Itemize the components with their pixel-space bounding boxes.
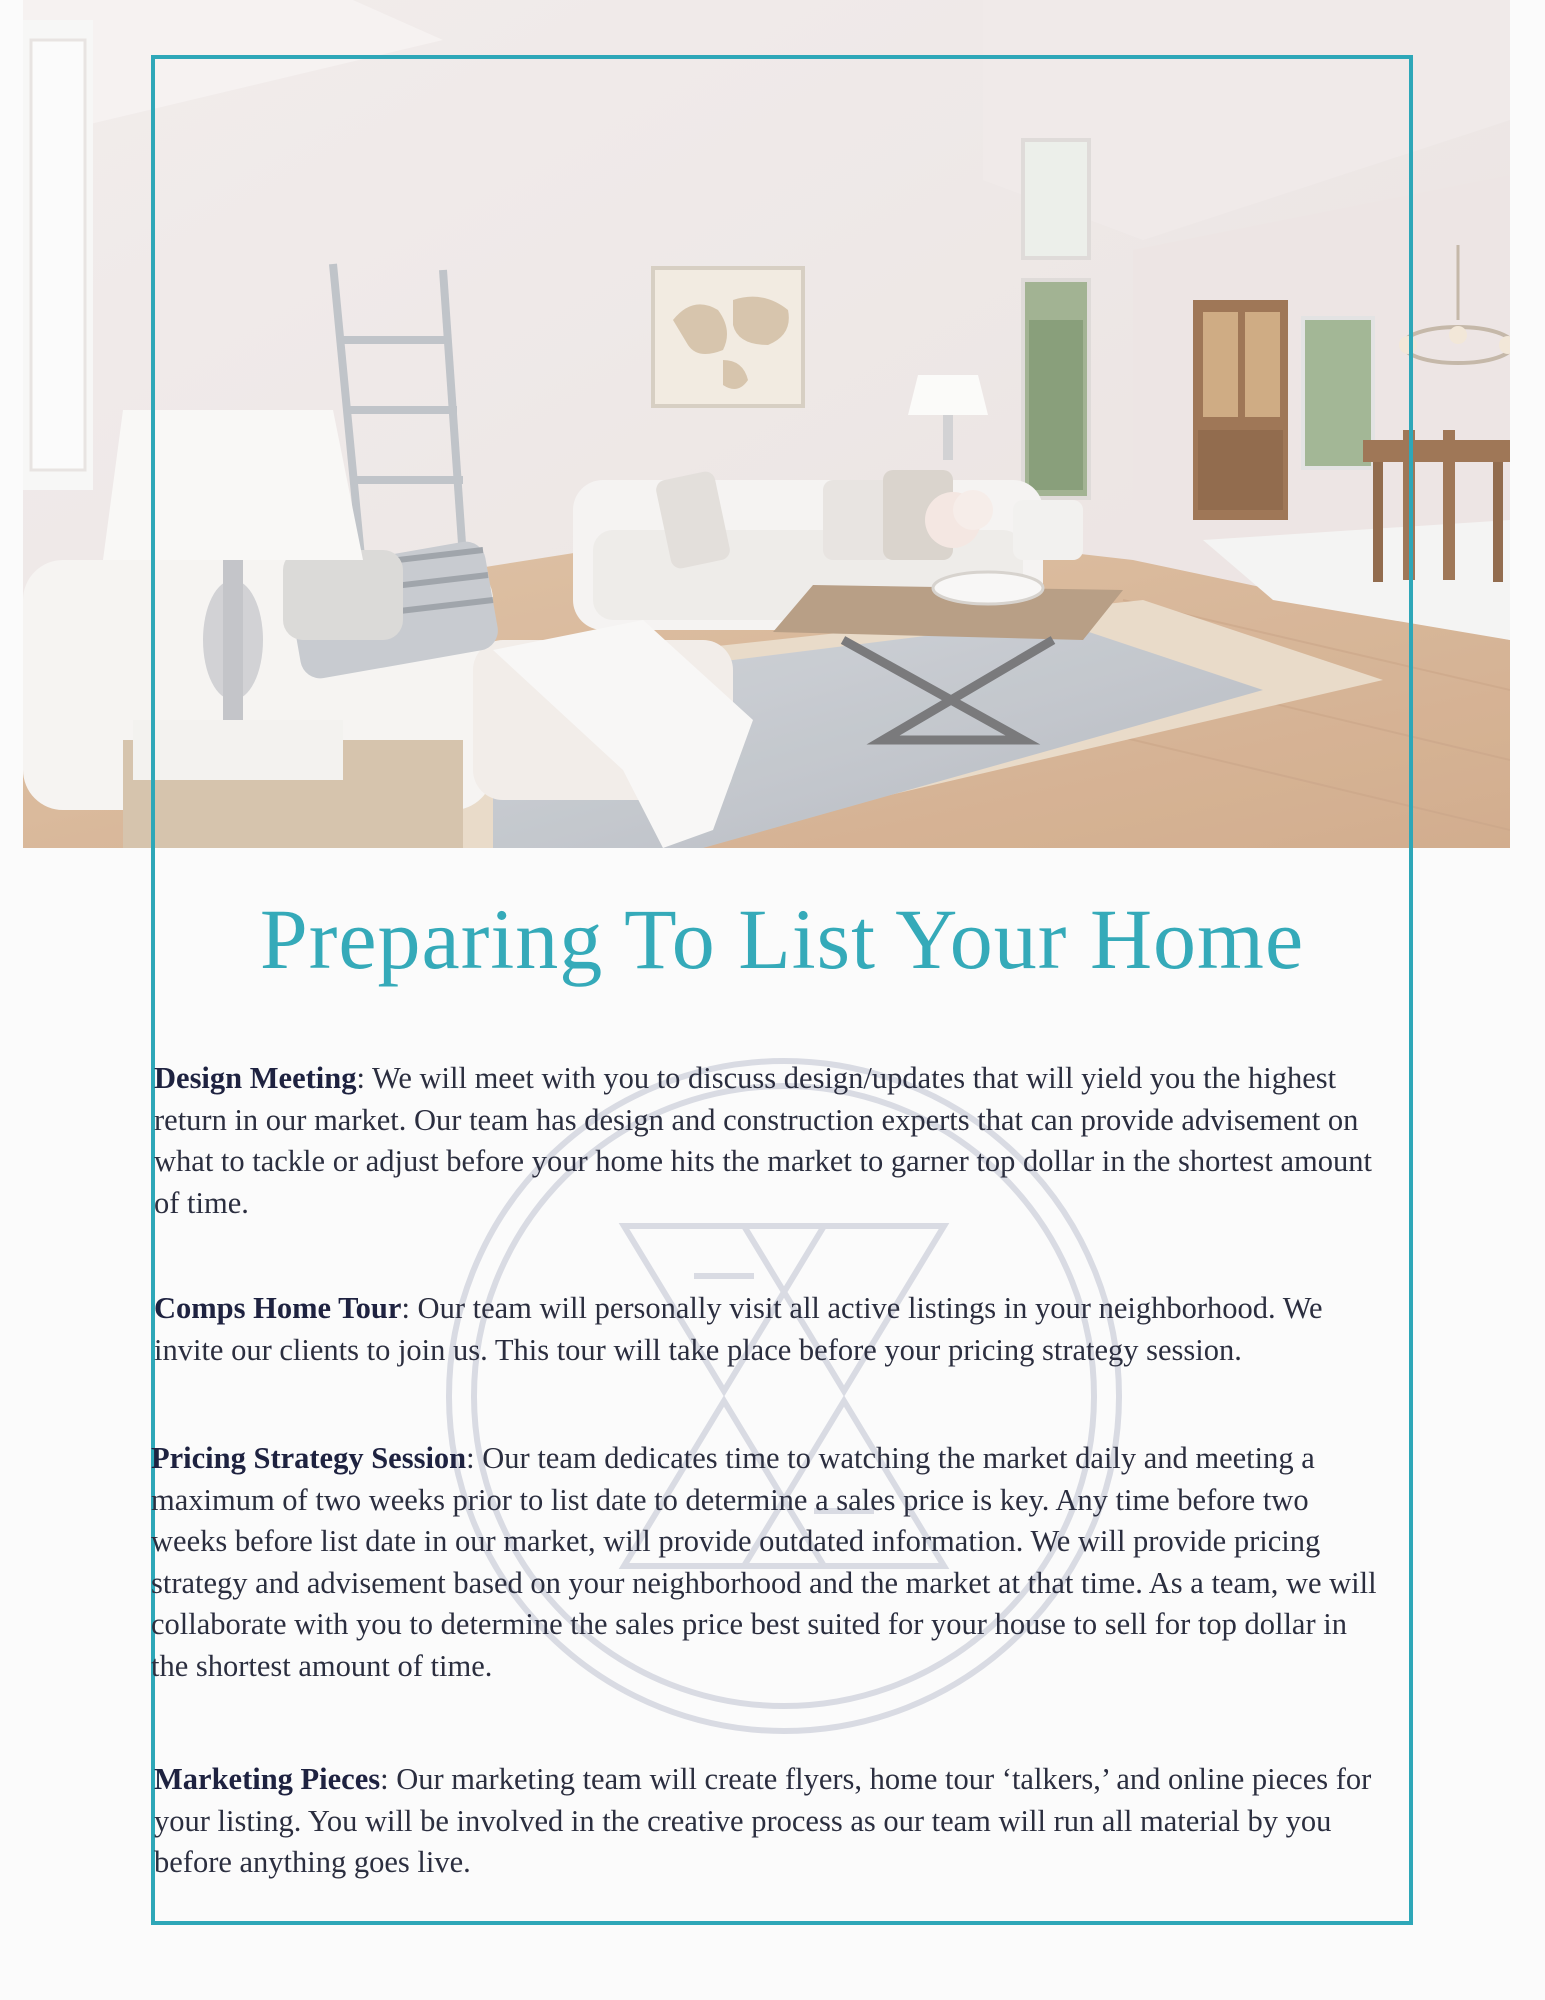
section-heading: Comps Home Tour xyxy=(154,1291,402,1325)
section-heading: Design Meeting xyxy=(154,1061,357,1095)
section-design-meeting xyxy=(154,1058,1394,1224)
hero-photo xyxy=(23,0,1510,848)
section-body: : Our team will personally visit all active listings in your neighborhood. We invite our clients to join us. This tour will take place before your pricing strategy session. xyxy=(154,1291,1323,1367)
section-body: : Our marketing team will create flyers, home tour ‘talkers,’ and online pieces for your listing. You will be involved in the creative process as our team will run all material by you before anything goes live. xyxy=(154,1762,1372,1879)
section-comps-home-tour xyxy=(154,1288,1394,1371)
section-heading: Pricing Strategy Session xyxy=(151,1441,467,1475)
section-body: : Our team dedicates time to watching the market daily and meeting a maximum of two weeks prior to list date to determine a sales price is key. Any time before two weeks before list date in our market, will provide outdated information. We will provide pricing strategy and advisement based on your neighborhood and the market at that time. As a team, we will collaborate with you to determine the sales price best suited for your house to sell for top dollar in the shortest amount of time. xyxy=(151,1441,1377,1683)
section-marketing-pieces xyxy=(154,1759,1394,1884)
section-heading: Marketing Pieces xyxy=(154,1762,381,1796)
living-room-photo-icon xyxy=(23,0,1510,848)
section-pricing-strategy xyxy=(151,1438,1391,1687)
section-body: : We will meet with you to discuss design/updates that will yield you the highest return in our market. Our team has design and construction experts that can provide advisement on what to tackle or adjust before your home hits the market to garner top dollar in the shortest amount of time. xyxy=(154,1061,1372,1220)
page-title: Preparing To List Your Home xyxy=(259,891,1305,987)
